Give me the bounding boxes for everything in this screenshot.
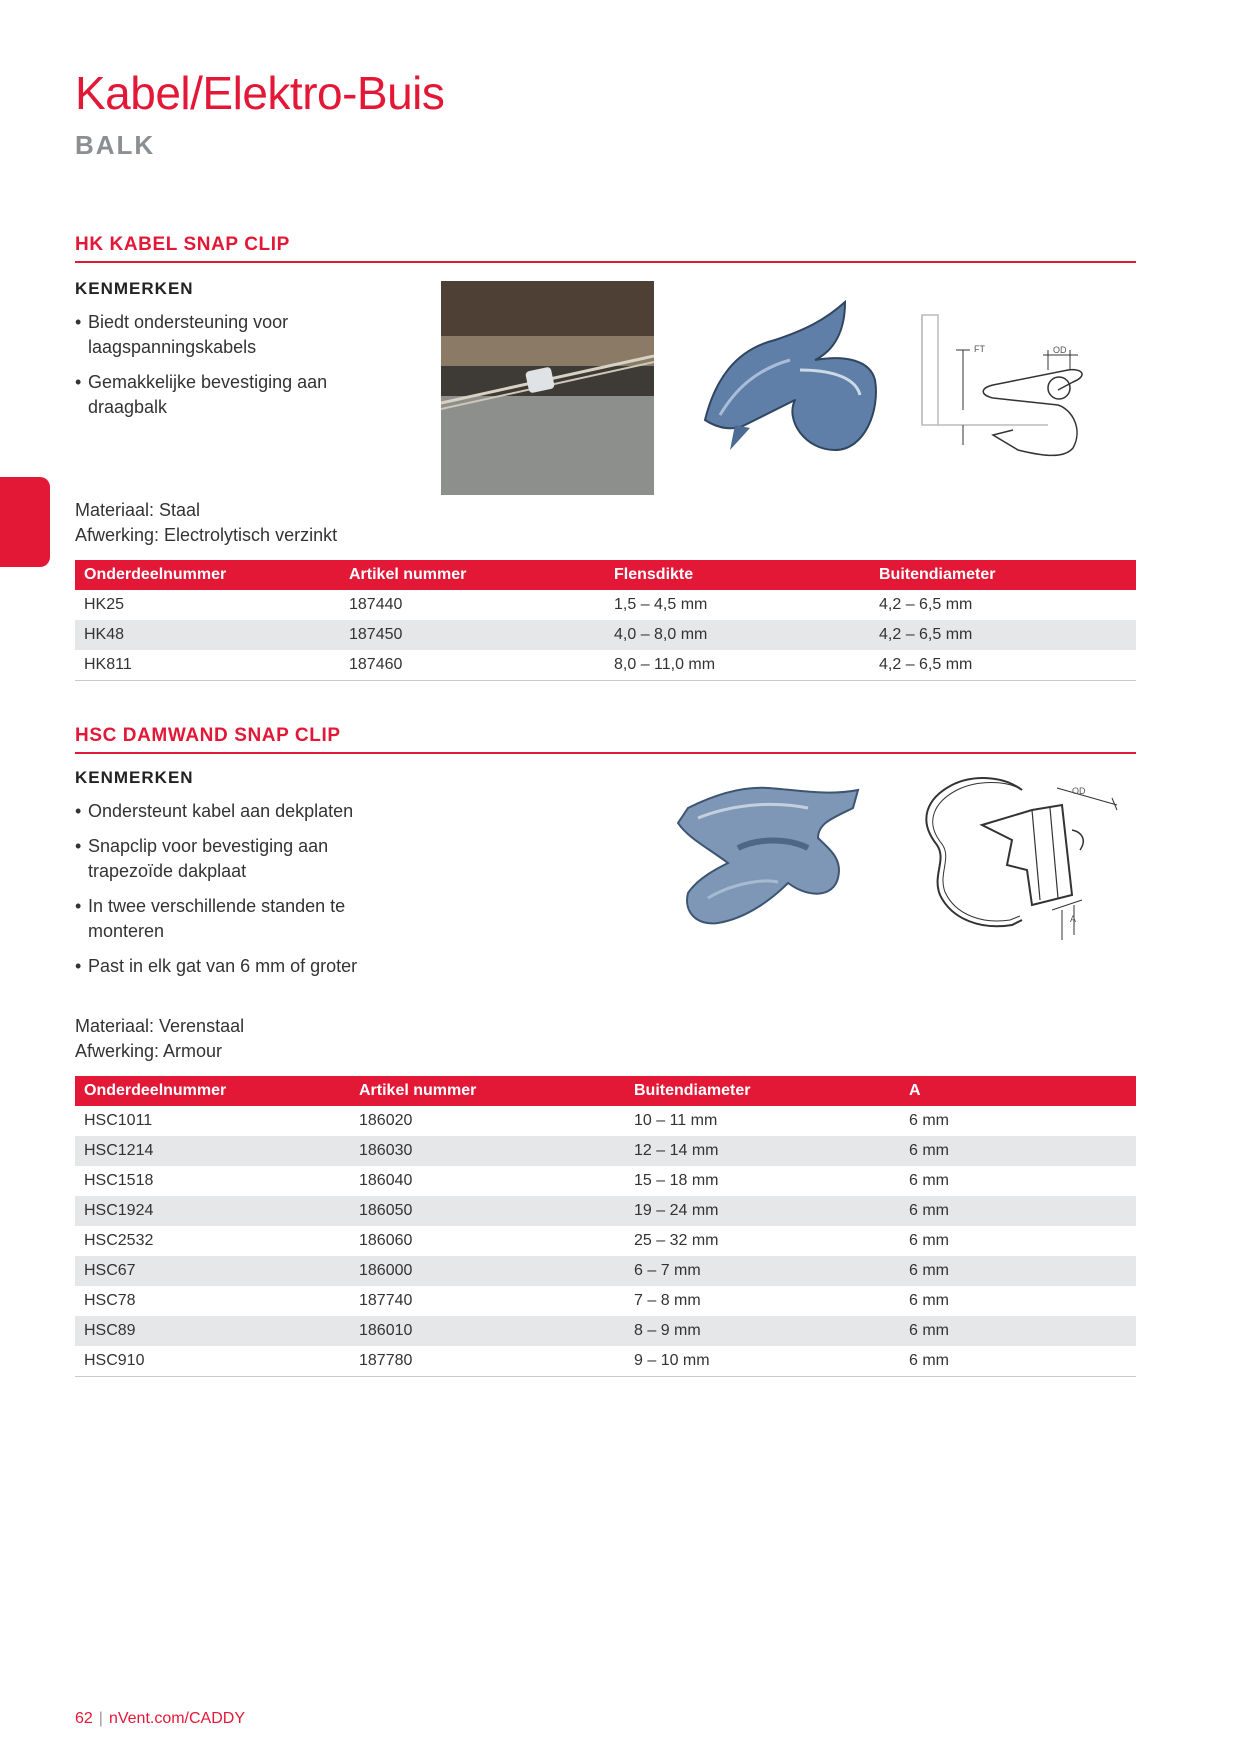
table-cell: 4,2 – 6,5 mm <box>870 620 1136 650</box>
table-cell: HSC78 <box>84 1292 136 1309</box>
table-cell: HSC1214 <box>75 1136 350 1166</box>
feature-item: • Snapclip voor bevestiging aan trapezoïde dakplaat <box>75 834 395 884</box>
table-cell: HSC2532 <box>84 1232 154 1249</box>
page-footer <box>75 1710 245 1728</box>
table-cell: 9 – 10 mm <box>625 1346 900 1377</box>
table-cell: 6 mm <box>900 1136 1136 1166</box>
feature-item: • Past in elk gat van 6 mm of groter <box>75 954 395 979</box>
table-cell: HSC1011 <box>84 1112 153 1129</box>
table-row <box>75 1316 1136 1346</box>
features-list-hsc <box>75 799 395 989</box>
table-cell: 187740 <box>359 1292 413 1309</box>
column-header: Onderdeelnummer <box>75 1076 350 1106</box>
table-cell: HK811 <box>75 650 340 681</box>
table-cell: 186050 <box>350 1196 625 1226</box>
table-cell: 25 – 32 mm <box>634 1232 719 1249</box>
table-cell: 15 – 18 mm <box>634 1172 719 1189</box>
table-row <box>75 1196 1136 1226</box>
footer-link[interactable]: nVent.com/CADDY <box>108 1710 246 1727</box>
feature-item: • Ondersteunt kabel aan dekplaten <box>75 799 395 824</box>
table-cell: 6 mm <box>900 1256 1136 1286</box>
table-cell: 6 mm <box>909 1172 949 1189</box>
table-cell: 6 mm <box>900 1316 1136 1346</box>
page-number: 62 <box>75 1710 93 1727</box>
hk-spec-table <box>75 560 1136 681</box>
hsc-clip-photo <box>668 778 868 933</box>
table-row <box>75 1106 1136 1136</box>
section-heading-hsc: HSC DAMWAND SNAP CLIP <box>75 725 1136 754</box>
column-header: Buitendiameter <box>625 1076 900 1106</box>
features-list-hk <box>75 310 335 430</box>
finish-hk: Afwerking: Electrolytisch verzinkt <box>75 525 338 545</box>
material-hsc: Materiaal: Verenstaal <box>75 1016 245 1036</box>
table-cell: 6 mm <box>900 1196 1136 1226</box>
column-header: Artikel nummer <box>350 1076 625 1106</box>
feature-item: • In twee verschillende standen te monteren <box>75 894 395 944</box>
od-label: OD <box>1072 786 1086 796</box>
table-cell: 186060 <box>359 1232 413 1249</box>
table-row <box>75 1256 1136 1286</box>
table-cell: 7 – 8 mm <box>634 1292 701 1309</box>
od-label: OD <box>1053 345 1067 355</box>
table-cell: 1,5 – 4,5 mm <box>614 596 708 613</box>
table-cell: 4,0 – 8,0 mm <box>605 620 870 650</box>
section-heading-hk: HK KABEL SNAP CLIP <box>75 234 1136 263</box>
column-header: Flensdikte <box>605 560 870 590</box>
table-cell: 6 mm <box>909 1112 949 1129</box>
hk-technical-drawing <box>918 310 1118 465</box>
table-cell: HSC910 <box>75 1346 350 1377</box>
features-title-hsc: KENMERKEN <box>75 768 194 787</box>
table-cell: 4,2 – 6,5 mm <box>879 596 973 613</box>
table-cell: 19 – 24 mm <box>625 1196 900 1226</box>
table-cell: 186040 <box>359 1172 413 1189</box>
table-cell: 186000 <box>350 1256 625 1286</box>
table-cell: 6 – 7 mm <box>625 1256 900 1286</box>
table-row <box>75 1226 1136 1256</box>
table-row <box>75 590 1136 620</box>
column-header: Onderdeelnummer <box>75 560 340 590</box>
features-title-hk: KENMERKEN <box>75 279 194 298</box>
page-title: Kabel/Elektro-Buis <box>75 67 445 119</box>
table-cell: 186010 <box>350 1316 625 1346</box>
table-cell: 187450 <box>340 620 605 650</box>
table-row <box>75 1136 1136 1166</box>
installation-photo <box>441 281 654 495</box>
table-row <box>75 1166 1136 1196</box>
table-cell: 6 mm <box>909 1232 949 1249</box>
table-header-row <box>75 1076 1136 1106</box>
table-cell: 10 – 11 mm <box>634 1112 718 1129</box>
column-header: A <box>900 1076 1136 1106</box>
table-cell: 4,2 – 6,5 mm <box>870 650 1136 681</box>
material-hk: Materiaal: Staal <box>75 500 201 520</box>
chapter-tab <box>0 477 50 567</box>
table-cell: HSC1924 <box>75 1196 350 1226</box>
table-cell: HK48 <box>75 620 340 650</box>
table-row <box>75 1346 1136 1377</box>
table-cell: 187780 <box>350 1346 625 1377</box>
table-row <box>75 620 1136 650</box>
table-cell: 8,0 – 11,0 mm <box>605 650 870 681</box>
table-cell: 187460 <box>340 650 605 681</box>
table-cell: 12 – 14 mm <box>625 1136 900 1166</box>
finish-hsc: Afwerking: Armour <box>75 1041 223 1061</box>
table-cell: 186020 <box>359 1112 413 1129</box>
hsc-spec-table <box>75 1076 1136 1377</box>
table-cell: 6 mm <box>900 1346 1136 1377</box>
table-cell: 186030 <box>350 1136 625 1166</box>
table-row <box>75 650 1136 681</box>
hk-clip-photo <box>695 300 885 465</box>
table-cell: HSC89 <box>75 1316 350 1346</box>
page-subtitle: BALK <box>75 130 156 160</box>
column-header: Artikel nummer <box>340 560 605 590</box>
table-cell: HSC1518 <box>84 1172 154 1189</box>
table-row <box>75 1286 1136 1316</box>
table-header-row <box>75 560 1136 590</box>
table-cell: HSC67 <box>75 1256 350 1286</box>
table-cell: HK25 <box>84 596 125 613</box>
feature-item: • Biedt ondersteuning voor laagspanningskabels <box>75 310 335 360</box>
column-header: Buitendiameter <box>870 560 1136 590</box>
footer-separator: | <box>98 1710 103 1727</box>
table-cell: 6 mm <box>909 1292 949 1309</box>
table-cell: 8 – 9 mm <box>625 1316 900 1346</box>
table-cell: 187440 <box>349 596 403 613</box>
a-label: A <box>1070 914 1077 924</box>
ft-label: FT <box>974 344 985 354</box>
hsc-technical-drawing <box>912 770 1127 955</box>
feature-item: • Gemakkelijke bevestiging aan draagbalk <box>75 370 335 420</box>
